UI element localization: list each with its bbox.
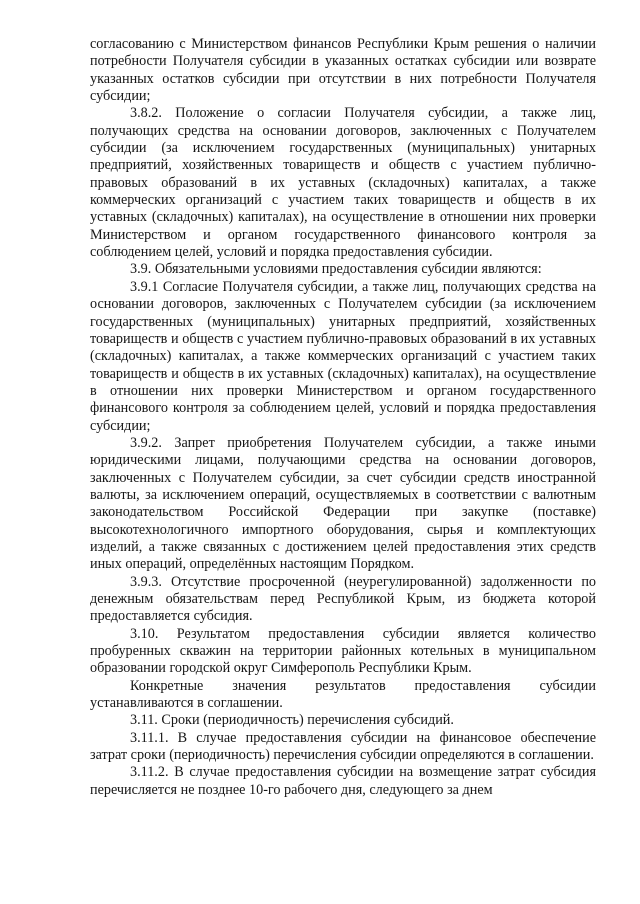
paragraph-continuation: согласованию с Министерством финансов Республики Крым решения о наличии потребности Получателя субсидии в указанных остатках субсидии или возврате указанных остатков субсидии при отсутствии в них потребности Получателя субсидии; [90, 36, 596, 105]
paragraph-concrete-values: Конкретные значения результатов предоставления субсидии устанавливаются в соглашении. [90, 677, 596, 712]
paragraph-3-10: 3.10. Результатом предоставления субсидии является количество пробуренных скважин на территории районных котельных в муниципальном образовании городской округ Симферополь Республики Крым. [90, 625, 596, 677]
paragraph-3-9-2: 3.9.2. Запрет приобретения Получателем субсидии, а также иными юридическими лицами, получающими средства на основании договоров, заключенных с Получателем субсидии, за счет субсидии средств иностранной валюты, за исключением операций, осуществляемых в соответствии с валютным законодательством Российской Федерации при закупке (поставке) высокотехнологичного импортного оборудования, сырья и комплектующих изделий, а также связанных с достижением целей предоставления этих средств иных операций, определённых настоящим Порядком. [90, 434, 596, 573]
paragraph-3-11-2: 3.11.2. В случае предоставления субсидии на возмещение затрат субсидия перечисляется не позднее 10-го рабочего дня, следующего за днем [90, 764, 596, 798]
paragraph-3-11: 3.11. Сроки (периодичность) перечисления субсидий. [130, 712, 454, 729]
paragraph-3-9-3: 3.9.3. Отсутствие просроченной (неурегулированной) задолженности по денежным обязательствам перед Республикой Крым, из бюджета которой предоставляется субсидия. [90, 573, 596, 625]
paragraph-3-9: 3.9. Обязательными условиями предоставления субсидии являются: [130, 261, 542, 278]
paragraph-3-8-2: 3.8.2. Положение о согласии Получателя субсидии, а также лиц, получающих средства на основании договоров, заключенных с Получателем субсидии (за исключением государственных (муниципальных) унитарных предприятий, хозяйственных товариществ и обществ с участием публично-правовых образований в их уставных (складочных) капиталах, а также коммерческих организаций с участием таких товариществ и обществ в их уставных (складочных) капиталах), на осуществление в отношении них проверки Министерством и органом государственного финансового контроля за соблюдением целей, условий и порядка предоставления субсидии. [90, 105, 596, 261]
paragraph-3-11-1: 3.11.1. В случае предоставления субсидии на финансовое обеспечение затрат сроки (периодичность) перечисления субсидии определяются в соглашении. [90, 729, 596, 764]
paragraph-3-9-1: 3.9.1 Согласие Получателя субсидии, а также лиц, получающих средства на основании договоров, заключенных с Получателем субсидии (за исключением государственных (муниципальных) унитарных предприятий, хозяйственных товариществ и обществ с участием публично-правовых образований в их уставных (складочных) капиталах, а также коммерческих организаций с участием таких товариществ и обществ в их уставных (складочных) капиталах), на осуществление в отношении них проверки Министерством и органом государственного финансового контроля за соблюдением целей, условий и порядка предоставления субсидии; [90, 278, 596, 434]
document-page [90, 36, 596, 799]
